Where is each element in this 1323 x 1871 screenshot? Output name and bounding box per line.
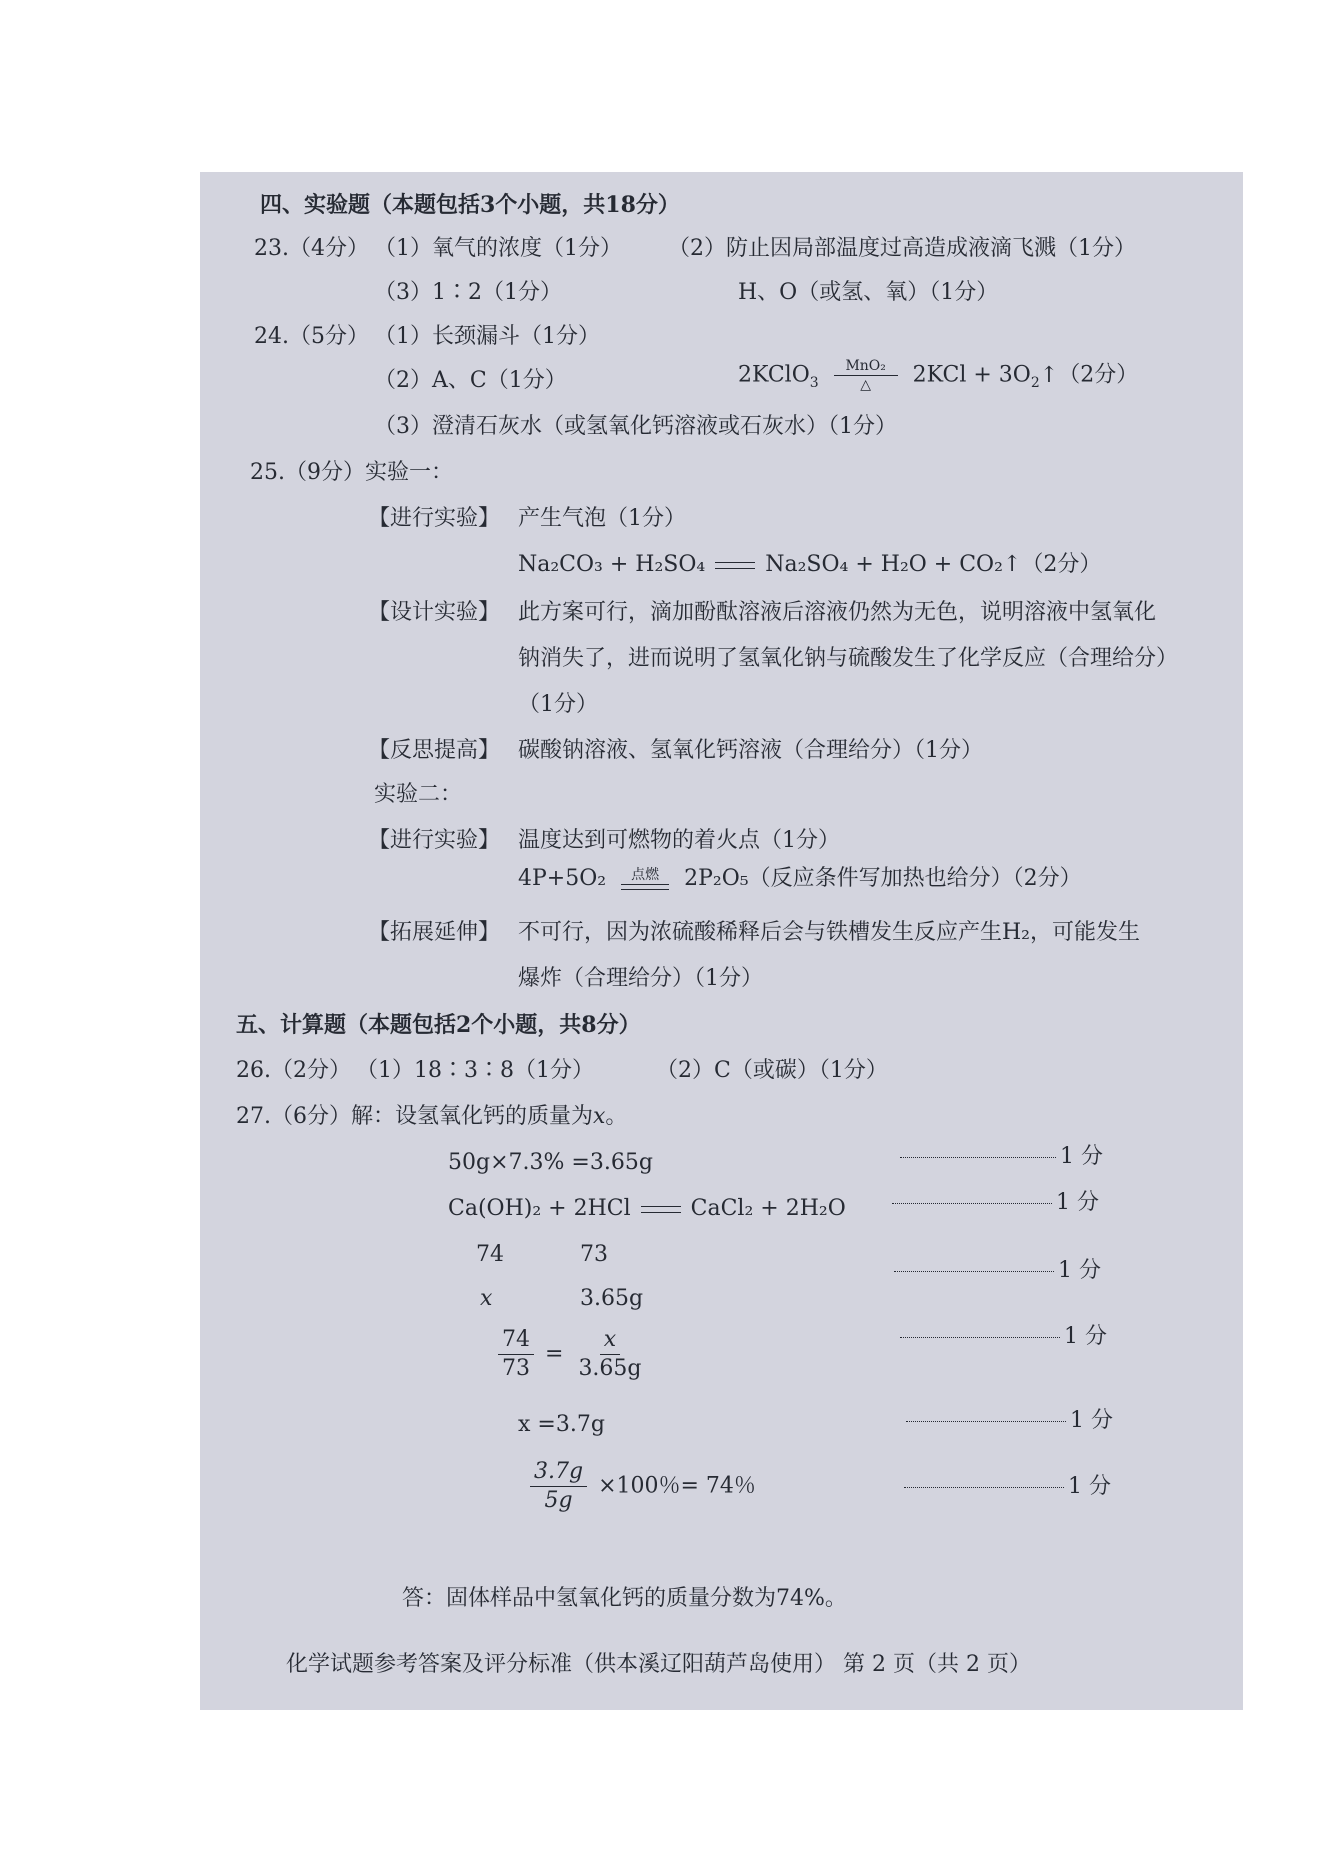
section-4-title: 四、实验题（本题包括3个小题，共18分） [260, 192, 680, 218]
q24-part1: （1）长颈漏斗（1分） [374, 324, 600, 349]
q27-var-x: x [480, 1286, 493, 1311]
q26-heading: 26.（2分） [236, 1058, 351, 1083]
q23-part1: （1）氧气的浓度（1分） [374, 236, 622, 261]
q27-score-5: 1 分 [906, 1406, 1113, 1436]
q27-score-1: 1 分 [900, 1142, 1103, 1172]
q24-heading: 24.（5分） [254, 324, 369, 349]
q25-tag-reflect: 【反思提高】 [368, 738, 501, 763]
q26-part1: （1）18∶3∶8（1分） [356, 1058, 594, 1083]
q27-percentage: $\frac{3.7g}{5g}$ ×100％= 74％ [526, 1458, 756, 1515]
q23-heading: 23.（4分） [254, 236, 369, 261]
q23-part3: （3）1∶2（1分） [374, 280, 562, 305]
q25-equation-1: Na₂CO₃ + H₂SO₄ Na₂SO₄ + H₂O + CO₂↑（2分） [518, 552, 1102, 577]
q25-extend-line1: 不可行，因为浓硫酸稀释后会与铁槽发生反应产生H₂，可能发生 [518, 920, 1141, 945]
q25-conduct-2-text: 温度达到可燃物的着火点（1分） [518, 828, 840, 853]
q27-step2: Ca(OH)₂ + 2HCl CaCl₂ + 2H₂O [448, 1196, 846, 1221]
q25-design-line2: 钠消失了，进而说明了氢氧化钠与硫酸发生了化学反应（合理给分） [518, 646, 1179, 671]
q25-heading: 25.（9分）实验一： [250, 460, 453, 485]
q25-equation-2: 4P+5O₂ 点燃 2P₂O₅（反应条件写加热也给分）（2分） [518, 866, 1082, 891]
q25-reflect-text: 碳酸钠溶液、氢氧化钙溶液（合理给分）（1分） [518, 738, 983, 763]
q27-heading: 27.（6分）解：设氢氧化钙的质量为x。 [236, 1104, 628, 1129]
q27-var-mass: 3.65g [580, 1286, 644, 1311]
q23-part2: （2）防止因局部温度过高造成液滴飞溅（1分） [668, 236, 1136, 261]
answer-sheet [200, 172, 1243, 1710]
q27-answer: 答：固体样品中氢氧化钙的质量分数为74%。 [402, 1586, 847, 1611]
q25-tag-conduct-2: 【进行实验】 [368, 828, 501, 853]
q27-score-2: 1 分 [892, 1188, 1099, 1218]
q27-score-4: 1 分 [900, 1322, 1107, 1352]
q27-molar-1: 74 [476, 1242, 504, 1267]
q25-design-line3: （1分） [518, 692, 598, 717]
q23-part4: H、O（或氢、氧）（1分） [738, 280, 999, 305]
q27-score-3: 1 分 [894, 1256, 1101, 1286]
q25-extend-line2: 爆炸（合理给分）（1分） [518, 966, 763, 991]
q24-equation: 2KClO$_3$ MnO₂ △ $2KCl + 3O_2$ ↑ （2分） [738, 358, 1138, 398]
q25-tag-extend: 【拓展延伸】 [368, 920, 501, 945]
q25-conduct-text: 产生气泡（1分） [518, 506, 686, 531]
q27-ratio: $\frac{74}{73}$ = $\frac{x}{3.65g}$ [494, 1326, 650, 1383]
q27-step1: 50g×7.3% =3.65g [448, 1150, 653, 1175]
q27-score-6: 1 分 [904, 1472, 1111, 1502]
q25-tag-design: 【设计实验】 [368, 600, 501, 625]
section-5-title: 五、计算题（本题包括2个小题，共8分） [236, 1012, 641, 1038]
q26-part2: （2）C（或碳）（1分） [656, 1058, 888, 1083]
q27-molar-2: 73 [580, 1242, 608, 1267]
q25-tag-conduct: 【进行实验】 [368, 506, 501, 531]
q27-result: x =3.7g [518, 1412, 605, 1437]
q24-part3: （3）澄清石灰水（或氢氧化钙溶液或石灰水）（1分） [374, 414, 897, 439]
q25-experiment-2: 实验二： [374, 782, 463, 807]
q24-part2: （2）A、C（1分） [374, 368, 567, 393]
page-footer: 化学试题参考答案及评分标准（供本溪辽阳葫芦岛使用） 第 2 页（共 2 页） [286, 1652, 1031, 1677]
q25-design-line1: 此方案可行，滴加酚酞溶液后溶液仍然为无色，说明溶液中氢氧化 [518, 600, 1157, 625]
